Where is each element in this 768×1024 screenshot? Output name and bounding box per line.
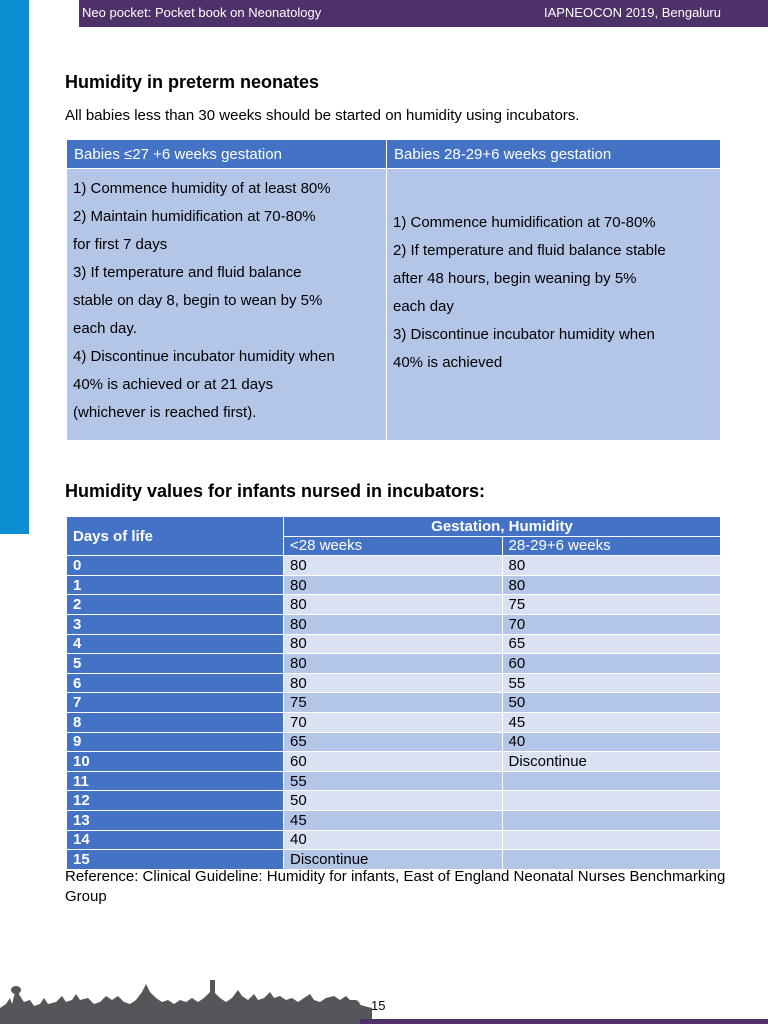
guideline-line: 4) Discontinue incubator humidity when	[73, 348, 335, 365]
table-row	[67, 752, 721, 772]
humidity-28-29-cell: 45	[502, 712, 721, 732]
col-header-lt28: <28 weeks	[284, 536, 503, 556]
humidity-lt28-cell: 80	[284, 595, 503, 615]
day-cell: 4	[67, 634, 284, 654]
guideline-table	[66, 139, 721, 441]
page-header	[79, 0, 768, 27]
guideline-header-28-29: Babies 28-29+6 weeks gestation	[387, 140, 721, 169]
humidity-lt28-cell: 80	[284, 634, 503, 654]
table-row	[67, 556, 721, 576]
day-cell: 11	[67, 771, 284, 791]
day-cell: 2	[67, 595, 284, 615]
humidity-lt28-cell: 80	[284, 614, 503, 634]
humidity-lt28-cell: 40	[284, 830, 503, 850]
footer-divider	[360, 1019, 768, 1024]
table-row	[67, 654, 721, 674]
city-skyline-illustration	[0, 974, 372, 1024]
humidity-28-29-cell: 55	[502, 673, 721, 693]
guideline-line: stable on day 8, begin to wean by 5%	[73, 292, 323, 309]
table-row	[67, 712, 721, 732]
humidity-lt28-cell: 60	[284, 752, 503, 772]
guideline-line: 1) Commence humidity of at least 80%	[73, 180, 331, 197]
humidity-lt28-cell: 65	[284, 732, 503, 752]
col-header-28-29: 28-29+6 weeks	[502, 536, 721, 556]
table-row	[67, 693, 721, 713]
day-cell: 12	[67, 791, 284, 811]
humidity-lt28-cell: 80	[284, 575, 503, 595]
humidity-lt28-cell: 55	[284, 771, 503, 791]
humidity-lt28-cell: 75	[284, 693, 503, 713]
humidity-lt28-cell: 70	[284, 712, 503, 732]
day-cell: 13	[67, 810, 284, 830]
humidity-28-29-cell	[502, 810, 721, 830]
header-conference: IAPNEOCON 2019, Bengaluru	[543, 5, 721, 20]
humidity-28-29-cell: 65	[502, 634, 721, 654]
table-row	[67, 673, 721, 693]
table-row	[67, 830, 721, 850]
side-accent-strip	[0, 0, 29, 534]
humidity-values-table	[66, 516, 721, 870]
guideline-line: 3) If temperature and fluid balance	[73, 264, 302, 281]
day-cell: 8	[67, 712, 284, 732]
days-of-life-header: Days of life	[67, 517, 284, 556]
day-cell: 1	[67, 575, 284, 595]
guideline-cell-le27	[67, 169, 387, 441]
guideline-line: 1) Commence humidification at 70-80%	[393, 213, 656, 231]
table-row	[67, 575, 721, 595]
guideline-line: 3) Discontinue incubator humidity when	[393, 325, 655, 343]
guideline-line: each day	[393, 297, 454, 315]
day-cell: 5	[67, 654, 284, 674]
intro-text: All babies less than 30 weeks should be started on humidity using incubators.	[65, 107, 580, 124]
guideline-cell-28-29	[387, 169, 721, 441]
page-number: 15	[371, 998, 386, 1013]
humidity-lt28-cell: 80	[284, 673, 503, 693]
humidity-28-29-cell	[502, 771, 721, 791]
guideline-line: 40% is achieved	[393, 353, 503, 371]
day-cell: 15	[67, 850, 284, 870]
reference-note: Reference: Clinical Guideline: Humidity for infants, East of England Neonatal Nurses Benchmarking Group	[65, 868, 726, 905]
day-cell: 3	[67, 614, 284, 634]
guideline-line: for first 7 days	[73, 236, 168, 253]
humidity-28-29-cell: 75	[502, 595, 721, 615]
table-row	[67, 732, 721, 752]
table-row	[67, 791, 721, 811]
humidity-lt28-cell: Discontinue	[284, 850, 503, 870]
day-cell: 0	[67, 556, 284, 576]
humidity-28-29-cell	[502, 830, 721, 850]
humidity-lt28-cell: 80	[284, 556, 503, 576]
humidity-28-29-cell: 50	[502, 693, 721, 713]
day-cell: 7	[67, 693, 284, 713]
day-cell: 10	[67, 752, 284, 772]
humidity-lt28-cell: 50	[284, 791, 503, 811]
guideline-line: 2) If temperature and fluid balance stable	[393, 241, 666, 259]
humidity-28-29-cell: 40	[502, 732, 721, 752]
table-row	[67, 634, 721, 654]
humidity-28-29-cell: 80	[502, 575, 721, 595]
table-row	[67, 771, 721, 791]
humidity-lt28-cell: 80	[284, 654, 503, 674]
guideline-line: after 48 hours, begin weaning by 5%	[393, 269, 637, 287]
section-title-humidity-preterm: Humidity in preterm neonates	[65, 72, 320, 92]
guideline-line: 40% is achieved or at 21 days	[73, 376, 274, 393]
gestation-humidity-header: Gestation, Humidity	[284, 517, 721, 537]
header-book-title: Neo pocket: Pocket book on Neonatology	[82, 5, 322, 20]
humidity-28-29-cell: 60	[502, 654, 721, 674]
guideline-header-le27: Babies ≤27 +6 weeks gestation	[67, 140, 387, 169]
table-row	[67, 595, 721, 615]
section-title-humidity-values: Humidity values for infants nursed in incubators:	[65, 481, 486, 501]
guideline-line: 2) Maintain humidification at 70-80%	[73, 208, 316, 225]
humidity-28-29-cell: Discontinue	[502, 752, 721, 772]
table-row	[67, 810, 721, 830]
guideline-line: (whichever is reached first).	[73, 404, 257, 421]
table-row	[67, 614, 721, 634]
day-cell: 6	[67, 673, 284, 693]
guideline-line: each day.	[73, 320, 137, 337]
humidity-28-29-cell: 80	[502, 556, 721, 576]
humidity-lt28-cell: 45	[284, 810, 503, 830]
humidity-28-29-cell: 70	[502, 614, 721, 634]
humidity-28-29-cell	[502, 791, 721, 811]
day-cell: 14	[67, 830, 284, 850]
day-cell: 9	[67, 732, 284, 752]
